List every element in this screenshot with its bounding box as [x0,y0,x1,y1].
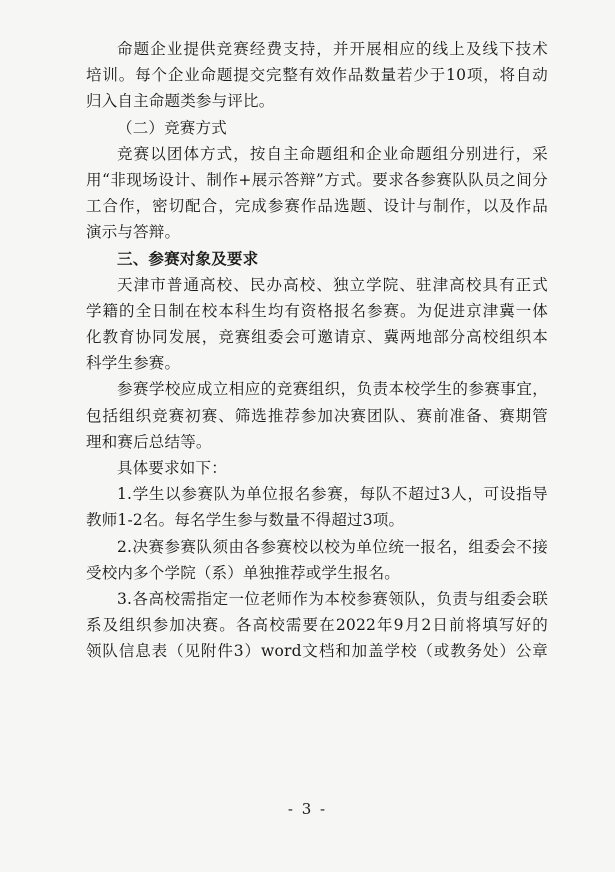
text-line: 教师1-2名。每名学生参与数量不得超过3项。 [86,511,405,530]
text-line: 理和赛后总结等。 [86,432,212,451]
section-heading: 三、参赛对象及要求 [117,249,259,268]
text-line: 天津市普通高校、民办高校、独立学院、驻津高校具有正式 [117,275,548,294]
text-line: 归入自主命题类参与评比。 [86,92,275,111]
text-line: 用“非现场设计、制作+展示答辩”方式。要求各参赛队队员之间分 [86,170,548,189]
text-line: 包括组织竞赛初赛、筛选推荐参加决赛团队、赛前准备、赛期管 [86,406,548,425]
document-body [86,36,548,665]
text-line: 系及组织参加决赛。各高校需要在2022年9月2日前将填写好的 [86,616,548,635]
text-line: 参赛学校应成立相应的竞赛组织，负责本校学生的参赛事宜， [117,380,548,399]
text-line: 学籍的全日制在校本科生均有资格报名参赛。为促进京津冀一体 [86,301,548,320]
text-line: 培训。每个企业命题提交完整有效作品数量若少于10项，将自动 [86,66,548,85]
text-line: 演示与答辩。 [86,223,181,242]
text-line: 科学生参赛。 [86,354,181,373]
page-number: - 3 - [287,800,328,818]
text-line: 竞赛以团体方式，按自主命题组和企业命题组分别进行，采 [117,144,548,163]
text-line: 具体要求如下： [117,459,227,477]
text-line: 2.决赛参赛队须由各参赛校以校为单位统一报名，组委会不接 [117,537,548,556]
text-line: 领队信息表（见附件3）word文档和加盖学校（或教务处）公章 [86,642,548,661]
text-line: 工合作，密切配合，完成参赛作品选题、设计与制作，以及作品 [86,197,548,216]
text-line: （二）竞赛方式 [117,118,227,137]
text-line: 3.各高校需指定一位老师作为本校参赛领队，负责与组委会联 [117,589,548,608]
text-line: 1.学生以参赛队为单位报名参赛，每队不超过3人，可设指导 [117,485,548,504]
text-line: 命题企业提供竞赛经费支持，并开展相应的线上及线下技术 [117,40,548,58]
text-line: 受校内多个学院（系）单独推荐或学生报名。 [86,563,401,582]
text-line: 化教育协同发展，竞赛组委会可邀请京、冀两地部分高校组织本 [86,328,548,347]
